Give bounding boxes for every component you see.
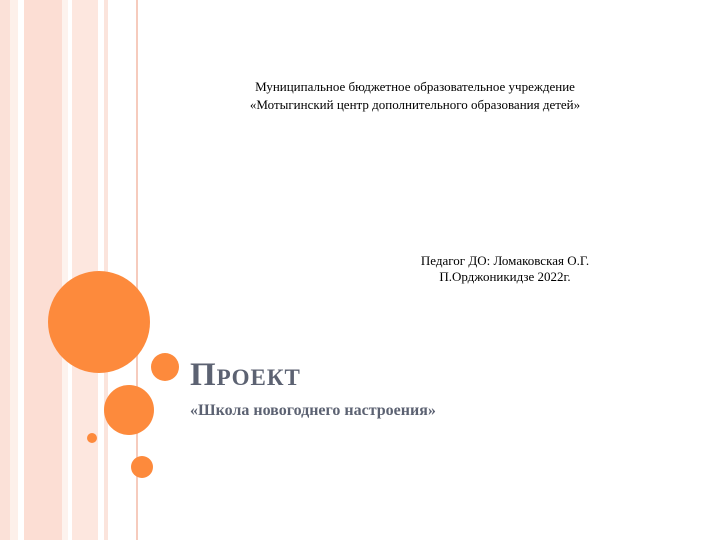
organization-name (200, 78, 630, 114)
decor-circle-small (151, 353, 179, 381)
organization-line-1: Муниципальное бюджетное образовательное учреждение (255, 79, 575, 94)
decor-circle-medium (104, 385, 154, 435)
organization-line-2: «Мотыгинский центр дополнительного образования детей» (249, 97, 581, 112)
decor-circle-large (48, 271, 150, 373)
teacher-name: Педагог ДО: Ломаковская О.Г. (420, 253, 590, 268)
teacher-info (385, 253, 625, 285)
decor-stripe (0, 0, 10, 540)
decor-stripe (62, 0, 68, 540)
decor-stripe (72, 0, 98, 540)
slide-title: Проект (190, 357, 301, 393)
slide-subtitle: «Школа новогоднего настроения» (190, 402, 436, 419)
decor-circle-small-bottom (131, 456, 153, 478)
decor-circle-tiny (87, 433, 97, 443)
decor-stripe (24, 0, 62, 540)
decor-stripe (104, 0, 108, 540)
decor-stripe (10, 0, 18, 540)
place-year: П.Орджоникидзе 2022г. (439, 269, 571, 284)
